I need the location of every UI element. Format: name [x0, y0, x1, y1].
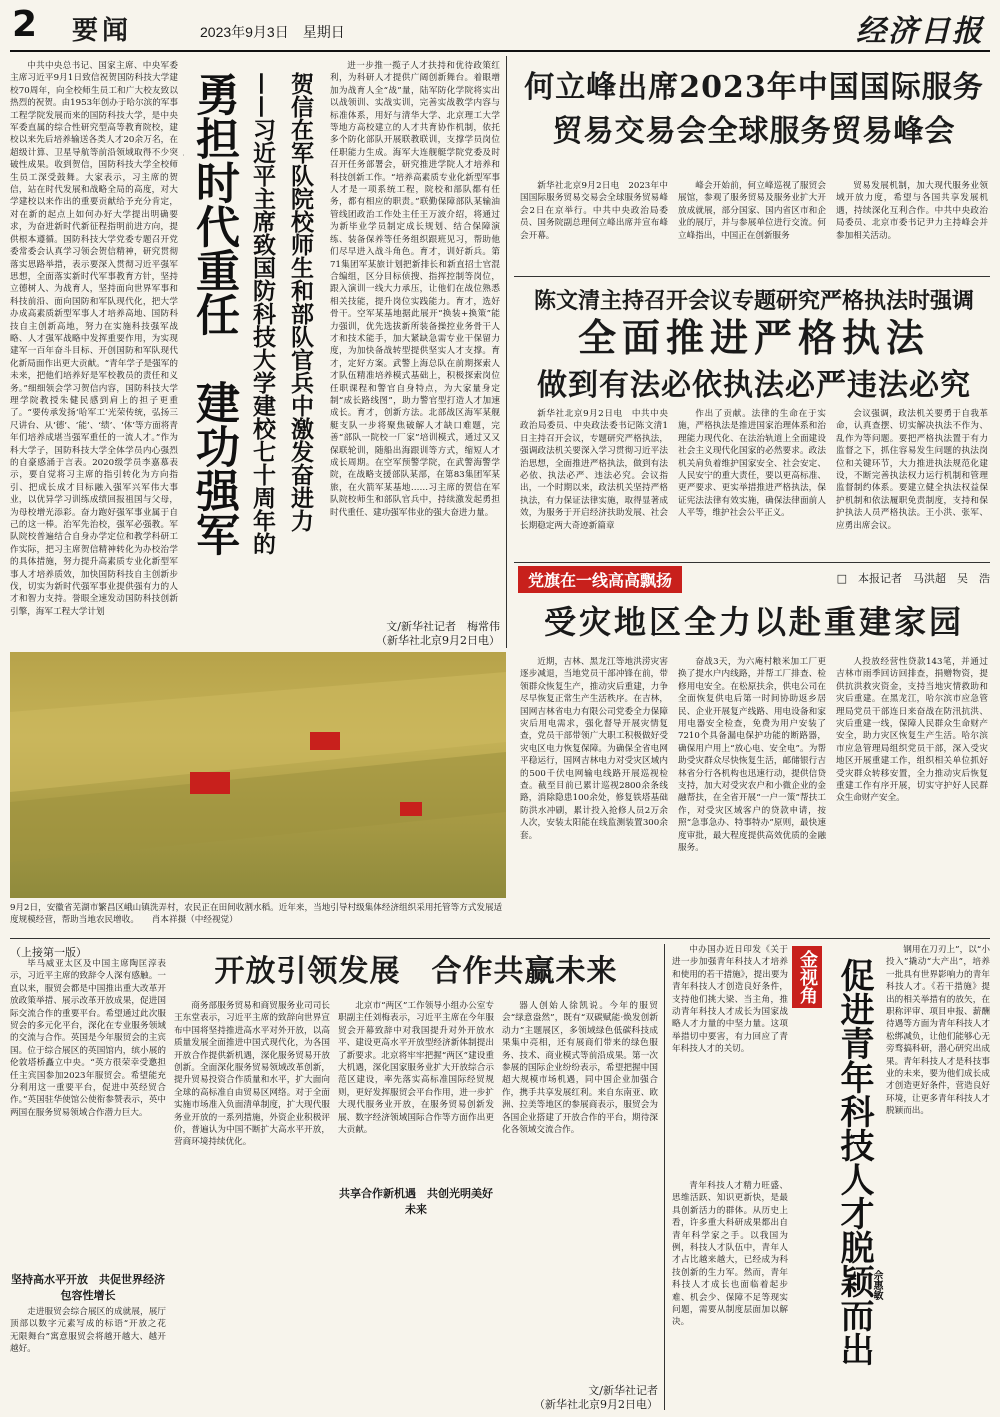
trade-forum-headline-2: 贸易交易会全球服务贸易峰会: [552, 114, 956, 149]
column-divider: [506, 56, 507, 648]
opening-up-column-1: 毕马威亚太区及中国主席陶匡淳表示，习近平主席的致辞令人深有感触。一直以来，服贸会都是中国推出重大改革开放政策举措、展示改革开放成果，促进国际交流合作的重要平台。希望通过此次服贸会的多元化平台，深化在专业服务领域的交流与合作。英国是今年服贸会的主宾国。位于综合展区的英国馆内，缤小展的伦敦塔桥矗立中央。“英方很荣幸受邀担任主宾国参加2023年服贸会。希望能充分利用这一重要平台，促进中英经贸合作。”英国驻华使馆公使衔参赞表示，英中两国在服务贸易领域合作潜力巨大。: [10, 959, 166, 1118]
reconstruction-headline: 受灾地区全力以赴重建家园: [543, 603, 964, 641]
newspaper-logo: 经济日报: [856, 14, 984, 49]
lead-story-column-2: 进一步推一揽子人才扶持和优待政策红利，为科研人才提供广阔创新舞台。着眼增加为战育人全“战”量，陆军防化学院将实出以战领训、实战实训，完善实战教学内容与标准体系，用好与清华大学、北京理工大学等地方高校建立的人才共育协作机制，依托多个防化部队开展联教联训，支撑学员岗位任职能力生成。海军大连舰艇学院党委及时召开任务部署会，研究推进学院人才培养和科技创新工作。“培养高素质专业化新型军事人才是一项系统工程，院校和部队都有任务，都有相应的职责。”联勤保障部队某输油管线团政治工作处主任王万波介绍，将通过为新毕业学员制定成长规划、结合保障演练、装备保养等任务组织跟班见习，帮助他们尽早进入战斗角色。育才，训好新兵。第71集团军某旅计划把新排长和新直招士官混合编组，区分目标侦搜、指挥控制等岗位，跟入演训一线大力承压，让他们在战位熟悉相关技能，提升岗位实践能力。育才，选好骨干。空军某基地据此展开“换装+换策”能力强训，优先选拔新所装备操控业务骨干人才和技术能手，加大紧缺急需专业干保留力度，为加快备战转型提供坚实人才支撑。育才，定好方案。武警上海总队在前期探索人才队伍精准培养模式基础上，积极探索岗位任职课程和警官自身特点，为大家量身定制“成长路线图”，助力警官型打造人才加速成长。育才，创新方法。北部战区海军某舰艇支队一步将聚焦破解人才缺口难题，完善“部队一院校一厂家”培训模式，通过又又保联轮训，随船出海跟训等方式，缩短人才成长周期。在空军预警学院，在武警海警学院，在战略支援部队某部，在第83集团军某旅，在火箭军某基地……习主席的贺信在军队院校师生和部队官兵中，持续激发起勇担时代重任、建功强军伟业的强大奋进力量。: [330, 61, 500, 518]
opening-up-dateline: （新华社北京9月2日电）: [534, 1398, 658, 1411]
rule-of-law-column-2: 作出了贡献。法律的生命在于实施，严格执法是推进国家治理体系和治理能力现代化、在法治轨道上全面建设社会主义现代化国家的必然要求。政法机关肩负着维护国家安全、社会安定、人民安宁的重大责任，要以更高标准、更严要求、更实举措推进严格执法，保证宪法法律有效实施，确保法律面前人人平等，维护社会公平正义。: [678, 409, 826, 519]
section-divider: [514, 562, 990, 563]
lead-story-headline: 勇担时代重任 建功强军: [188, 72, 239, 556]
opening-up-subhead-2: 共享合作新机遇 共创光明美好未来: [339, 1187, 493, 1216]
lead-story-deck-1: 贺信在军队院校师生和部队官兵中激发奋进力: [287, 72, 314, 532]
rule-of-law-headline-1: 全面推进严格执法: [577, 315, 930, 360]
masthead: [0, 0, 1000, 52]
page-number: 2: [12, 4, 38, 45]
rule-of-law-kicker: 陈文清主持召开会议专题研究严格执法时强调: [533, 288, 974, 314]
rule-of-law-column-3: 会议强调，政法机关要勇于自我革命，认真查摆、切实解决执法不作为、乱作为等问题。要把严格执法置于有力监督之下，抓住容易发生问题的执法岗位和关键环节，大力推进执法规范化建设，不断完善执法权力运行机制和管理监督制约体系。要建立健全执法权益保护机制和依法履职免责制度，支持和保护执法人员严格执法。王小洪、张军、应勇出席会议。: [836, 409, 988, 531]
reconstruction-column-3: 人投放经营性贷款143笔，并通过吉林市雨季回访回排查，捐赠物资，提供抗洪救灾资金，支持当地灾情救助和灾后重建。在黑龙江，哈尔滨市应急管理局党员干部连日来奋战在防汛抗洪、灾后重建一线，保障人民群众生命财产安全，助力灾区恢复生产生活。哈尔滨市应急管理局组织党员干部，深入受灾地区开展重建工作，组织相关单位抓好受灾群众转移安置，全力推动灾后恢复重建工作有序开展，切实守护好人民群众生命财产安全。: [836, 657, 988, 804]
lead-story-column-1: 中共中央总书记、国家主席、中央军委主席习近平9月1日致信祝贺国防科技大学建校70周年，向全校师生员工和广大校友致以热烈的祝贺。由1953年创办于哈尔滨的军事工程学院发展而来的国防科技大学，是中央军委直属的综合性研究型高等教育院校，建校以来先后培养输送各类人才20余万名，在超级计算、卫星导航等前沿领域取得不少突破性成果。收到贺信，国防科技大学全校师生员工深受鼓舞。大家表示，习主席的贺信，站在时代发展和战略全局的高度，对大学建校以来作出的重要贡献给予充分肯定，对在新的起点上如何办好大学提出明确要求，为奋进新时代新征程指明前进方向，提供根本遵循。国防科技大学党委专题召开党委常委会认真学习领会贺信精神，研究贯彻落实思路举措，表示要深入贯彻习近平强军思想，全面落实新时代军事教育方针，坚持立德树人、为战育人，坚持面向世界军事和科技前沿、面向国防和军队现代化，把大学办成高素质新型军事人才培养高地、国防科技自主创新高地，努力在实施科技强军战略、人才强军战略中发挥重要作用，为实现建军一百年奋斗目标、开创国防和军队现代化新局面作出更大贡献。“青年学子是强军的未来，把他们培养好是军校教员的责任和义务。”细细领会学习贺信内容，国防科技大学理学院教授朱健民感到肩上的担子更重了。“要传承发扬‘哈军工’光荣传统，弘扬三尺讲台、从‘德’、‘能’、‘绩’、‘体’等方面将青年们培养成堪当强军重任的一流人才。”作为科大学子，国防科技大学全体学员内心强烈的自豪感涌于言表。2020级学员李嘉慕表示，要自觉将习主席的指引转化为方向指引、把成长成才目标融入强军兴军伟大事业，以优异学习训练成绩回报祖国与父母，为母校增光添彩。奋力跑好强军事业属于自己的这一棒。治军先治校，强军必强教。军队院校普遍结合自身办学定位和教学科研工作实际，把习主席贺信精神转化为办校治学的具体措施，努力提升高素质专业化新型军事人才培养质效，加快国防科技自主创新步伐，切实为新时代强军事业提供强有力的人才和智力支持。誉眼全速发动国防科技创新引擎，海军工程大学计划: [10, 61, 178, 617]
commentary-column-3: 钢用在刀刃上”，以“小投入”撬动“大产出”，培养一批具有世界影响力的青年科技人才。《若干措施》提出的相关举措有的放矢，在职称评审、项目申报、薪酬待遇等方面为青年科技人才松绑减负，让他们能够心无旁骛搞科研，潜心研究出成果。青年科技人才是科技事业的未来，要为他们成长成才创造更好条件，营造良好环境，让更多青年科技人才脱颖而出。: [886, 945, 990, 1117]
opening-up-headline: 开放引领发展 合作共赢未来: [214, 954, 618, 989]
harvester: [190, 772, 230, 794]
section-divider: [514, 276, 990, 277]
continued-note: （上接第一版）: [10, 946, 87, 959]
trade-forum-column-1: 新华社北京9月2日电 2023年中国国际服务贸易交易会全球服务贸易峰会2日在京举行。中共中央政治局委员、国务院副总理何立峰出席并宣布峰会开幕。: [520, 181, 668, 241]
opening-up-column-1b: 走进服贸会综合展区的成就展，展厅顶部以数字元素写成的标语“开放之花 无限舞台”寓意服贸会将越开越大、越开越好。: [10, 1307, 166, 1355]
masthead-rule: [10, 50, 990, 52]
rule-of-law-headline-2: 做到有法必依执法必严违法必究: [537, 368, 971, 403]
reconstruction-column-1: 近期，吉林、黑龙江等地洪涝灾害逐步减退，当地党员干部冲锋在前，带领群众恢复生产，推动灾后重建，力争尽早恢复正常生产生活秩序。在吉林，国网吉林省电力有限公司党委全力保障灾后用电需求，强化督导开展灾情复查，党员干部带领广大职工积极做好受灾电区电力恢复保障。为确保全省电网平稳运行，国网吉林电力对受灾区域内的500千伏电网输电线路开展巡视检查。截至目前已累计巡视2800余条线路，消除隐患100余处，修复铁塔基础防洪水冲刷，累计投入抢修人员2万余人次，安装太阳能在线监测装置300余套。: [520, 657, 668, 841]
section-name: 要闻: [72, 16, 133, 46]
lead-story-byline: 文/新华社记者 梅常伟: [386, 620, 500, 633]
lead-story-deck-2: ——习近平主席致国防科技大学建校七十周年的: [249, 72, 276, 555]
harvest-illustration: [10, 652, 506, 898]
commentary-tag: 金视角: [792, 946, 822, 1008]
opening-up-column-2: 商务部服务贸易和商贸服务业司司长王东堂表示，习近平主席的致辞向世界宣布中国将坚持推进高水平对外开放，以高质量发展全面推进中国式现代化，为各国开放合作提供新机遇，深化服务贸易开放创新。全面深化服务贸易领域改革创新，提升贸易投资合作质量和水平，扩大面向全球的高标准自由贸易区网络。对于全面实施市场准入负面清单制度，扩大现代服务业开放的一系列措施，外资企业积极评价，普遍认为中国不断扩大高水平开放，营商环境持续优化。: [174, 1001, 330, 1148]
harvest-photo: [10, 652, 506, 898]
reconstruction-column-2: 奋战3天，为六庵村粮米加工厂更换了提水户内线路，并帮工厂排查、检修用电安全。在松原扶余，供电公司在全面恢复供电后第一时间协助返乡居民、企业开展复产线路、用电设备和家用电器安全检查，免费为用户安装了7210个具备漏电保护功能的断路器，确保用户用上“放心电、安全电”。为帮助受灾群众尽快恢复生活，邮储银行吉林省分行各机构也迅速行动，提供信贷支持，加大对受灾农户和小微企业的金融帮扶，在全省开展“一户一策”帮扶工作，对受灾区域客户的贷款申请，按照“急事急办、特事特办”原则，最快速度审批，最大程度提供高效优质的金融服务。: [678, 657, 826, 854]
opening-up-column-3: 北京市“两区”工作领导小组办公室专职副主任刘梅表示，习近平主席在今年服贸会开幕致辞中对我国提升对外开放水平、建设更高水平开放型经济新体制提出了新要求。北京将牢牢把握“两区”建设重大机遇，深化国家服务业扩大开放综合示范区建设，率先落实高标准国际经贸规则，更好发挥服贸会平台作用，进一步扩大现代服务业开放，在服务贸易创新发展、数字经济领域国际合作等方面作出更大贡献。: [338, 1001, 494, 1136]
commentary-headline: 促进青年科技人才脱颖而出: [834, 958, 874, 1366]
rule-of-law-column-1: 新华社北京9月2日电 中共中央政治局委员、中央政法委书记陈文清1日主持召开会议，专题研究严格执法，强调政法机关要深入学习贯彻习近平法治思想，全面推进严格执法，做到有法必依、执法必严、违法必究。会议指出，一个时期以来，政法机关坚持严格执法，有力保证法律实施，取得显著成效，为服务于开启经济扶助发展、社会长期稳定两大奇迹新篇章: [520, 409, 668, 531]
trade-forum-headline-1: 何立峰出席2023年中国国际服务: [524, 70, 984, 105]
issue-date: 2023年9月3日 星期日: [200, 24, 345, 40]
opening-up-byline: 文/新华社记者: [588, 1384, 658, 1397]
opening-up-subhead: 坚持高水平开放 共促世界经济包容性增长: [11, 1273, 165, 1302]
commentary-column-1: 中办国办近日印发《关于进一步加强青年科技人才培养和使用的若干措施》，提出要为青年科技人才创造良好条件，支持他们挑大梁、当主角，推动青年科技人才成长为国家战略人才力量的中坚力量。这项举措切中要害，有力回应了青年科技人才的关切。: [672, 945, 788, 1055]
trade-forum-column-2: 峰会开始前，何立峰巡视了服贸会展馆，参观了服务贸易及服务业扩大开放成就展，部分国家、国内省区市和企业的展厅，并与参展单位进行交流。何立峰指出，中国正在创新服务: [678, 181, 826, 241]
party-banner: 党旗在一线高高飘扬: [518, 566, 682, 593]
trade-forum-headline-box: [518, 66, 990, 162]
rule-of-law-headline-box: [518, 312, 990, 408]
trade-forum-column-3: 贸易发展机制，加大现代服务业领域开放力度，希望与各国共享发展机遇，持续深化互利合作。中共中央政治局委员、北京市委书记尹力主持峰会并参加相关活动。: [836, 181, 988, 241]
photo-caption: 9月2日，安徽省芜湖市繁昌区峨山镇洗弄村，农民正在田间收割水稻。近年来，当地引导村级集体经济组织采用托管等方式发展适度规模经营，帮助当地农民增收。 肖本祥摄（中经视觉）: [10, 903, 503, 925]
harvester: [310, 732, 340, 750]
commentary-column-2: 青年科技人才精力旺盛、思维活跃、知识更新快，是最具创新活力的群体。从历史上看，许多重大科研成果都出自青年科学家之手。以我国为例，科技人才队伍中，青年人才占比越来越大，已经成为科技创新的生力军。然而，青年科技人才成长也面临着起步难、机会少、保障不足等现实问题，需要从制度层面加以解决。: [672, 1181, 788, 1328]
opening-up-column-4: 器人创始人徐凯说。今年的服贸会“绿意盎然”，既有“双碳赋能·焕发创新动力”主题展区，多领域绿色低碳科技成果集中亮相，还有展商们带来的绿色服务、技术、商业模式等前沿成果。第一次参展的国际企业纷纷表示，希望把握中国超大规模市场机遇，同中国企业加强合作，携手共享发展红利。来自东南亚、欧洲、拉美等地区的参展商表示，服贸会为各国企业搭建了开放合作的平台，期待深化各领域交流合作。: [502, 1001, 658, 1136]
reconstruction-byline: □ 本报记者 马洪超 吴 浩: [836, 572, 990, 585]
harvester: [400, 802, 422, 816]
lead-story-dateline: （新华社北京9月2日电）: [376, 634, 500, 647]
section-divider: [10, 938, 990, 939]
commentary-author: 佘惠敏: [871, 1270, 882, 1300]
column-divider: [664, 944, 665, 1410]
